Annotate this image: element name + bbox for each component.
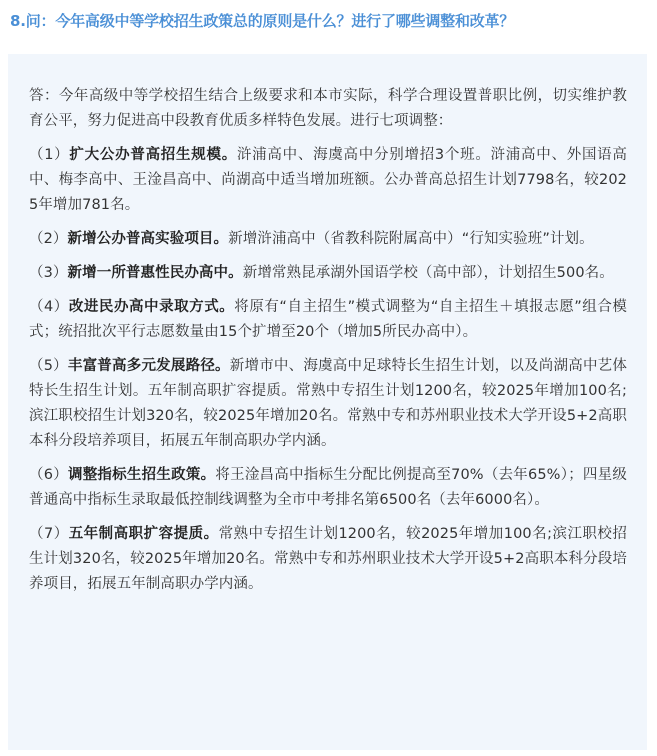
adjustment-item-4 xyxy=(29,295,627,345)
item-number: （1） xyxy=(29,147,70,163)
adjustment-item-7 xyxy=(29,522,627,597)
item-lead: 丰富普高多元发展路径。 xyxy=(67,358,230,374)
item-lead: 新增公办普高实验项目。 xyxy=(67,231,229,247)
item-body: 常熟中专招生计划1200名，较2025年增加100名;滨江职校招生计划320名，较2025年增加20名。常熟中专和苏州职业技术大学开设5+2高职本科分段培养项目，拓展五年制高职办学内涵。 xyxy=(29,526,628,592)
adjustment-item-2 xyxy=(29,227,627,252)
item-body: 新增浒浦高中（省教科院附属高中）“行知实验班”计划。 xyxy=(228,231,594,247)
item-body: 将原有“自主招生”模式调整为“自主招生＋填报志愿”组合模式；统招批次平行志愿数量由15个扩增至20个（增加5所民办高中）。 xyxy=(29,299,627,340)
adjustment-item-3 xyxy=(29,261,627,286)
item-number: （6） xyxy=(29,467,68,483)
item-number: （5） xyxy=(29,358,68,374)
item-number: （2） xyxy=(29,231,68,247)
item-lead: 五年制高职扩容提质。 xyxy=(68,526,219,542)
adjustment-item-5 xyxy=(29,354,627,454)
item-body: 新增常熟昆承湖外国语学校（高中部），计划招生500名。 xyxy=(242,265,614,281)
adjustment-item-1 xyxy=(29,143,627,218)
question-heading: 8.问：今年高级中等学校招生政策总的原则是什么？进行了哪些调整和改革？ xyxy=(10,12,515,30)
item-number: （3） xyxy=(29,265,68,281)
adjustment-item-6 xyxy=(29,463,627,513)
item-body: 浒浦高中、海虞高中分别增招3个班。浒浦高中、外国语高中、梅李高中、王淦昌高中、尚湖高中适当增加班额。公办普高总招生计划7798名，较2025年增加781名。 xyxy=(29,147,628,213)
item-lead: 调整指标生招生政策。 xyxy=(67,467,216,483)
answer-intro: 答：今年高级中等学校招生结合上级要求和本市实际，科学合理设置普职比例，切实维护教育公平，努力促进高中段教育优质多样特色发展。进行七项调整： xyxy=(29,88,627,129)
item-body: 将王淦昌高中指标生分配比例提高至70%（去年65%）；四星级普通高中指标生录取最低控制线调整为全市中考排名第6500名（去年6000名）。 xyxy=(29,467,628,508)
item-number: （7） xyxy=(29,526,69,542)
item-number: （4） xyxy=(29,299,69,315)
item-body: 新增市中、海虞高中足球特长生招生计划，以及尚湖高中艺体特长生招生计划。五年制高职扩容提质。常熟中专招生计划1200名，较2025年增加100名;滨江职校招生计划320名，较2025年增加20名。常熟中专和苏州职业技术大学开设5+2高职本科分段培养项目，拓展五年制高职办学内涵。 xyxy=(29,358,627,449)
item-lead: 新增一所普惠性民办高中。 xyxy=(67,265,243,281)
item-lead: 改进民办高中录取方式。 xyxy=(68,299,235,315)
item-lead: 扩大公办普高招生规模。 xyxy=(69,147,237,163)
answer-box xyxy=(8,54,647,750)
